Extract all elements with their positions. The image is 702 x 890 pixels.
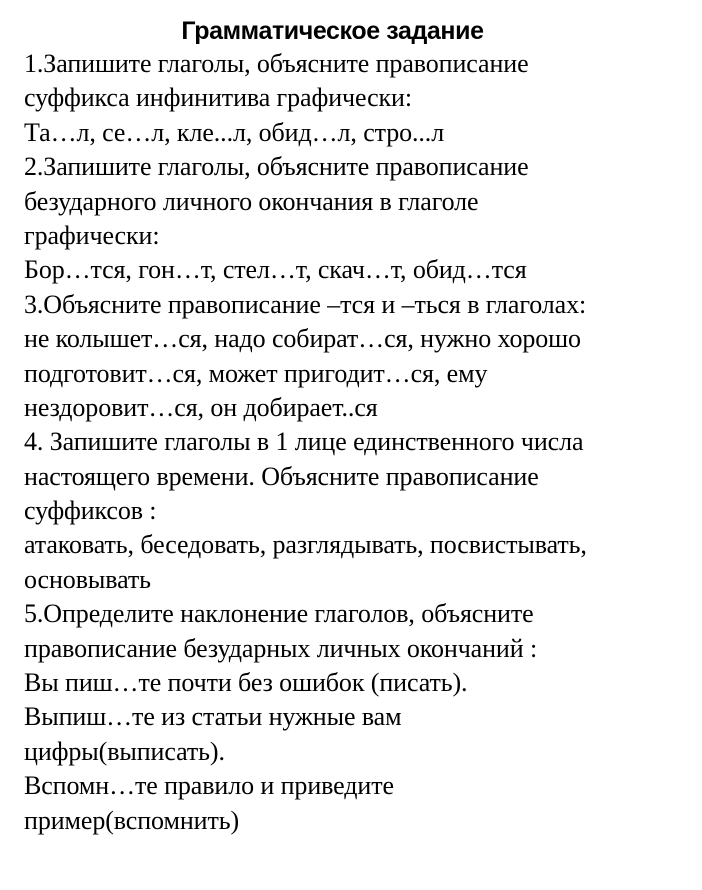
task-4-instruction-line-1: 4. Запишите глаголы в 1 лице единственного числа — [24, 427, 584, 457]
task-3-words-line-3: нездоровит…ся, он добирает..ся — [24, 392, 378, 422]
task-2-instruction-line-1: 2.Запишите глаголы, объясните правописание — [24, 152, 529, 182]
document-body — [24, 47, 700, 835]
document-title: Грамматическое задание — [181, 17, 484, 45]
task-4-instruction-line-3: суффиксов : — [24, 496, 157, 526]
task-4-words-line-1: атаковать, беседовать, разглядывать, посвистывать, — [24, 530, 587, 560]
task-1-instruction-line-1: 1.Запишите глаголы, объясните правописание — [24, 49, 529, 78]
task-3-words-line-2: подготовит…ся, может пригодит…ся, ему — [24, 358, 488, 388]
task-1-instruction-line-2: суффикса инфинитива графически: — [24, 83, 412, 113]
task-4-instruction-line-2: настоящего времени. Объясните правописание — [24, 461, 539, 491]
task-4-words-line-2: основывать — [24, 564, 151, 594]
task-2-words: Бор…тся, гон…т, стел…т, скач…т, обид…тся — [24, 255, 527, 285]
task-5-instruction-line-2: правописание безударных личных окончаний : — [24, 633, 538, 663]
task-2-instruction-line-3: графически: — [24, 220, 160, 250]
task-3-instruction: 3.Объясните правописание –тся и –ться в глаголах: — [24, 289, 587, 319]
task-2-instruction-line-2: безударного личного окончания в глаголе — [24, 186, 479, 216]
task-1-words: Та…л, се…л, кле...л, обид…л, стро...л — [24, 117, 445, 147]
task-5-sentence-3-line-2: пример(вспомнить) — [24, 805, 240, 835]
task-5-sentence-1: Вы пиш…те почти без ошибок (писать). — [24, 668, 468, 698]
task-5-sentence-3-line-1: Вспомн…те правило и приведите — [24, 771, 394, 801]
task-3-words-line-1: не колышет…ся, надо собират…ся, нужно хорошо — [24, 324, 581, 354]
task-5-sentence-2-line-2: цифры(выписать). — [24, 736, 225, 766]
task-5-instruction-line-1: 5.Определите наклонение глаголов, объясните — [24, 599, 534, 629]
task-5-sentence-2-line-1: Выпиш…те из статьи нужные вам — [24, 702, 402, 732]
